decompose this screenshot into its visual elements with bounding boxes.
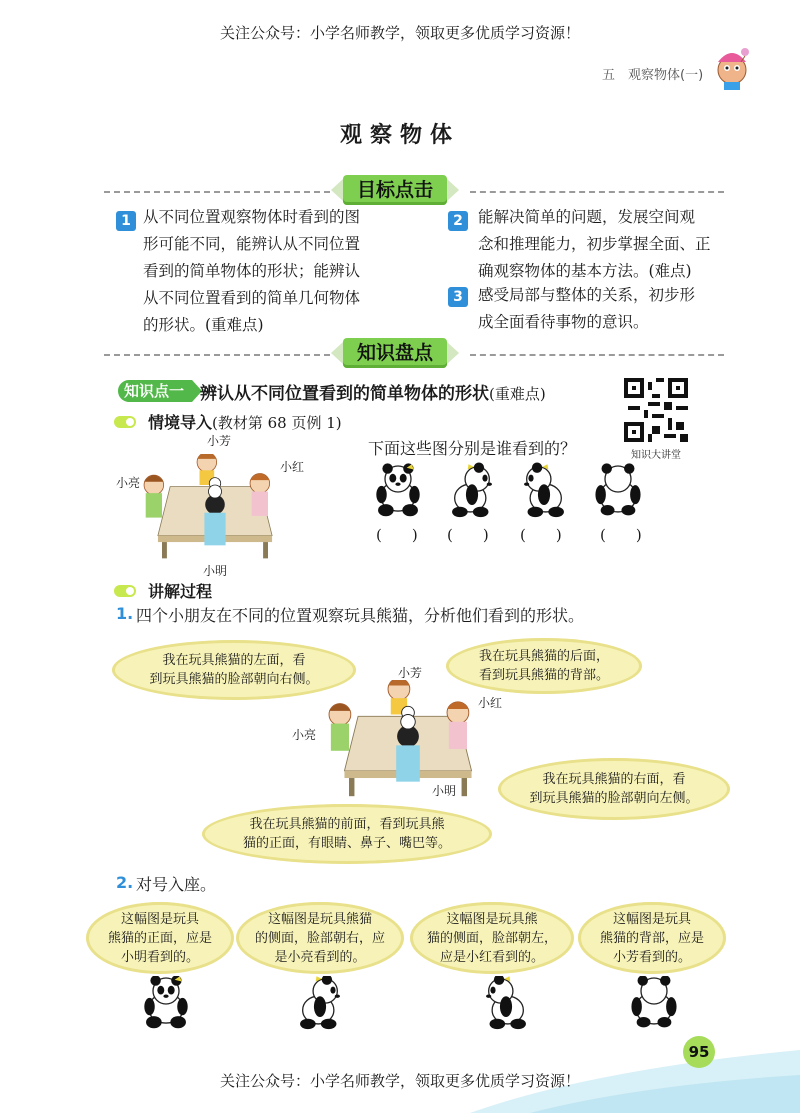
page-number: 95: [683, 1036, 715, 1068]
goal-number: 2: [448, 211, 468, 231]
knowledge-point-tag: 知识点一: [118, 380, 192, 402]
qr-code-icon[interactable]: [624, 378, 688, 442]
answer-blank[interactable]: ( ): [600, 526, 642, 544]
bubble-line: 的侧面，脸部朝右，应: [254, 930, 385, 946]
goal-line: 的形状。(重难点): [143, 316, 264, 334]
kid-label-left: 小亮: [116, 476, 141, 490]
step-1-text: 四个小朋友在不同的位置观察玩具熊猫，分析他们看到的形状。: [136, 606, 585, 625]
kid-label-bottom: 小明: [432, 784, 457, 798]
kid-label-left: 小亮: [292, 728, 317, 742]
answer-bubble-3: [410, 902, 574, 974]
bubble-line: 这幅图是玩具熊: [446, 911, 538, 927]
bubble-line: 熊猫的背部，应是: [599, 930, 704, 946]
bullet-icon: [114, 585, 136, 597]
bubble-line: 这幅图是玩具熊猫: [267, 911, 372, 927]
panda-side-right-icon: [446, 462, 498, 522]
divider: [470, 354, 724, 356]
bubble-line: 应是小红看到的。: [439, 949, 544, 965]
bubble-bottom: [202, 804, 492, 864]
qr-caption: 知识大讲堂: [631, 450, 681, 461]
panda-front-icon: [372, 462, 424, 522]
panda-side-right-icon: [294, 976, 346, 1032]
promo-footer: 关注公众号：小学名师教学，领取更多优质学习资源！: [219, 1072, 580, 1090]
goal-line: 念和推理能力，初步掌握全面、正: [478, 235, 711, 253]
kid-label-right: 小红: [478, 696, 503, 710]
intro-heading: [148, 410, 342, 433]
divider: [104, 191, 330, 193]
answer-blank[interactable]: ( ): [520, 526, 562, 544]
step-2-text: 对号入座。: [136, 875, 217, 894]
knowledge-banner: 知识盘点: [343, 338, 447, 368]
intro-heading-note: (教材第 68 页例 1): [212, 414, 342, 432]
knowledge-point-note: (重难点): [489, 385, 546, 403]
bubble-line: 猫的侧面，脸部朝左，: [426, 930, 557, 946]
step-1-number: 1.: [116, 604, 134, 623]
bubble-line: 到玩具熊猫的脸部朝向左侧。: [529, 791, 699, 806]
goal-3-text: [478, 282, 738, 336]
divider: [470, 191, 724, 193]
goal-line: 成全面看待事物的意识。: [478, 313, 649, 331]
kids-scene-illustration: [130, 454, 300, 560]
bubble-line: 这幅图是玩具: [120, 911, 199, 927]
intro-heading-text: 情境导入: [148, 413, 213, 432]
kids-scene-illustration: [318, 680, 498, 798]
panda-back-icon: [592, 462, 644, 522]
goal-line: 能解决简单的问题，发展空间观: [478, 208, 696, 226]
bubble-line: 小芳看到的。: [612, 949, 691, 965]
bullet-icon: [114, 416, 136, 428]
answer-blank[interactable]: ( ): [447, 526, 489, 544]
goal-line: 确观察物体的基本方法。(难点): [478, 262, 692, 280]
bubble-line: 是小亮看到的。: [274, 949, 366, 965]
answer-bubble-2: [236, 902, 404, 974]
goal-line: 从不同位置看到的简单几何物体: [143, 289, 361, 307]
answer-bubble-4: [578, 902, 726, 974]
panda-side-left-icon: [518, 462, 570, 522]
bubble-line: 看到玩具熊猫的背部。: [478, 668, 609, 683]
panda-side-left-icon: [480, 976, 532, 1032]
divider: [104, 354, 330, 356]
bubble-line: 到玩具熊猫的脸部朝向右侧。: [149, 672, 319, 687]
goal-number: 3: [448, 287, 468, 307]
question-text: 下面这些图分别是谁看到的？: [368, 439, 577, 458]
panda-back-icon: [628, 976, 680, 1032]
answer-blank[interactable]: ( ): [376, 526, 418, 544]
bubble-line: 猫的正面，有眼睛、鼻子、嘴巴等。: [242, 836, 451, 851]
bubble-line: 我在玩具熊猫的左面，看: [162, 653, 306, 668]
answer-bubble-1: [86, 902, 234, 974]
goal-line: 感受局部与整体的关系，初步形: [478, 286, 696, 304]
goal-line: 看到的简单物体的形状；能辨认: [143, 262, 361, 280]
bubble-right: [498, 758, 730, 820]
goals-banner: 目标点击: [343, 175, 447, 205]
bubble-line: 熊猫的正面，应是: [107, 930, 212, 946]
goal-line: 形可能不同，能辨认从不同位置: [143, 235, 361, 253]
bubble-line: 我在玩具熊猫的后面，: [478, 649, 609, 664]
knowledge-point-text: 辨认从不同位置看到的简单物体的形状: [200, 384, 489, 404]
bubble-line: 这幅图是玩具: [612, 911, 691, 927]
bubble-line: 我在玩具熊猫的右面，看: [542, 772, 686, 787]
bubble-line: 我在玩具熊猫的前面，看到玩具熊: [249, 817, 445, 832]
goal-number: 1: [116, 211, 136, 231]
mascot-icon: [712, 44, 752, 90]
kid-label-top: 小芳: [398, 666, 423, 680]
kid-label-right: 小红: [280, 460, 305, 474]
goal-2-text: [478, 204, 738, 285]
goal-1-text: [143, 204, 433, 339]
kid-label-bottom: 小明: [203, 564, 228, 578]
promo-header: 关注公众号：小学名师教学，领取更多优质学习资源！: [219, 24, 580, 42]
kid-label-top: 小芳: [207, 434, 232, 448]
knowledge-point-title: [200, 379, 546, 404]
chapter-label: 五 观察物体(一): [602, 68, 704, 83]
process-heading: 讲解过程: [148, 582, 213, 601]
panda-front-icon: [140, 976, 192, 1032]
page-title: 观察物体: [339, 122, 460, 148]
goal-line: 从不同位置观察物体时看到的图: [143, 208, 361, 226]
step-2-number: 2.: [116, 873, 134, 892]
bubble-line: 小明看到的。: [120, 949, 199, 965]
